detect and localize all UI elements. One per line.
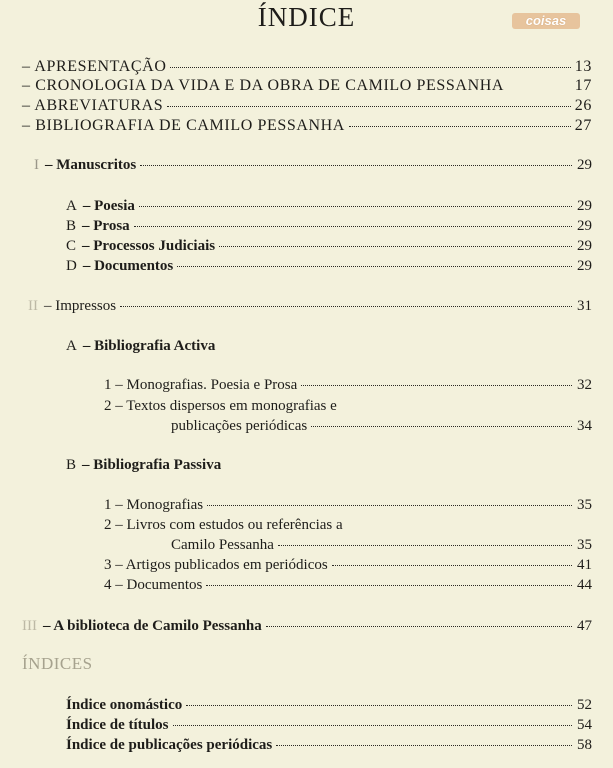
dot-leader [207,505,572,506]
dot-leader [349,126,571,127]
toc-section-manuscritos[interactable] [34,157,592,174]
dot-leader [120,306,572,307]
toc-page-number: 44 [577,577,592,593]
dot-leader [219,246,572,247]
toc-page-number: 52 [577,697,592,713]
toc-letter: A [66,198,77,214]
indices-heading: ÍNDICES [22,654,93,673]
toc-letter: A [66,338,77,354]
dot-leader [186,705,572,706]
dot-leader [177,266,572,267]
toc-item-livros-estudos[interactable]: 2 – Livros com estudos ou referências a [104,517,343,533]
toc-page-number: 26 [574,97,592,114]
toc-item-label: – Poesia [82,198,135,214]
toc-page-number: 47 [577,618,592,634]
toc-item-label: – Prosa [82,218,130,234]
toc-entry-label: – APRESENTAÇÃO [22,58,167,75]
toc-letter: D [66,258,77,274]
toc-item-label-cont: publicações periódicas [171,418,308,434]
toc-page-number: 29 [577,218,592,234]
dot-leader [311,426,572,427]
toc-letter: B [66,457,77,473]
dot-leader [301,385,572,386]
toc-page-number: 54 [577,717,592,733]
toc-item-indice-onomastico[interactable] [66,697,592,714]
toc-item-label: 1 – Monografias. Poesia e Prosa [104,377,298,393]
toc-entry-apresentacao[interactable] [22,58,592,76]
toc-item-label: – Processos Judiciais [82,238,216,254]
dot-leader [206,585,572,586]
dot-leader [278,545,572,546]
toc-section-impressos[interactable] [28,298,592,315]
toc-page-number: 34 [577,418,592,434]
toc-entry-label: – ABREVIATURAS [22,97,164,114]
toc-subsection-bibliografia-activa[interactable] [66,338,215,355]
dot-leader [173,725,572,726]
toc-item-documentos[interactable] [66,258,592,275]
toc-page-number: 41 [577,557,592,573]
dot-leader [139,206,572,207]
toc-page-number: 35 [577,497,592,513]
toc-item-monografias[interactable] [104,497,592,514]
toc-subsection-label: – Bibliografia Activa [82,338,216,354]
toc-item-indice-titulos[interactable] [66,717,592,734]
toc-letter: C [66,238,77,254]
toc-page-number: 17 [574,77,592,94]
toc-item-indice-publicacoes[interactable] [66,737,592,754]
toc-item-artigos-publicados[interactable] [104,557,592,574]
toc-entry-bibliografia[interactable] [22,117,592,135]
toc-item-monografias-poesia-prosa[interactable] [104,377,592,394]
dot-leader [167,106,570,107]
toc-page-number: 13 [574,58,592,75]
toc-page-number: 32 [577,377,592,393]
toc-page-number: 35 [577,537,592,553]
toc-item-documentos-passiva[interactable] [104,577,592,594]
toc-section-label: – Manuscritos [45,157,137,173]
roman-numeral: I [34,157,39,173]
dot-leader [140,165,572,166]
toc-item-processos-judiciais[interactable] [66,238,592,255]
toc-subsection-label: – Bibliografia Passiva [82,457,222,473]
toc-item-label: Índice onomástico [66,697,183,713]
dot-leader [332,565,572,566]
roman-numeral: III [22,618,37,634]
toc-item-textos-dispersos-cont[interactable] [171,418,592,435]
toc-page-number: 31 [577,298,592,314]
dot-leader [266,626,572,627]
toc-entry-abreviaturas[interactable] [22,97,592,115]
toc-page-number: 29 [577,258,592,274]
toc-page-number: 58 [577,737,592,753]
toc-item-label: 3 – Artigos publicados em periódicos [104,557,328,573]
toc-item-label: 4 – Documentos [104,577,203,593]
toc-section-label: – Impressos [44,298,117,314]
roman-numeral: II [28,298,38,314]
page-title: ÍNDICE [257,2,356,32]
toc-item-label: – Documentos [82,258,174,274]
toc-item-label-cont: Camilo Pessanha [171,537,274,553]
coisas-logo-badge: coisas [512,13,580,29]
toc-page-number: 29 [577,198,592,214]
toc-entry-label: – CRONOLOGIA DA VIDA E DA OBRA DE CAMILO PESSANHA [22,77,505,94]
toc-item-label: 1 – Monografias [104,497,204,513]
dot-leader [170,67,570,68]
toc-page-number: 29 [577,238,592,254]
toc-section-label: – A biblioteca de Camilo Pessanha [43,618,262,634]
toc-page-number: 29 [577,157,592,173]
dot-leader [276,745,572,746]
toc-item-poesia[interactable] [66,198,592,215]
toc-entry-label: – BIBLIOGRAFIA DE CAMILO PESSANHA [22,117,345,134]
toc-page-number: 27 [574,117,592,134]
toc-item-label: Índice de publicações periódicas [66,737,273,753]
toc-entry-cronologia[interactable] [22,77,592,95]
toc-subsection-bibliografia-passiva[interactable] [66,457,221,474]
toc-item-label: Índice de títulos [66,717,169,733]
toc-item-textos-dispersos[interactable]: 2 – Textos dispersos em monografias e [104,398,337,414]
toc-section-biblioteca[interactable] [22,618,592,635]
toc-letter: B [66,218,77,234]
toc-item-livros-estudos-cont[interactable] [171,537,592,554]
toc-item-prosa[interactable] [66,218,592,235]
dot-leader [134,226,572,227]
